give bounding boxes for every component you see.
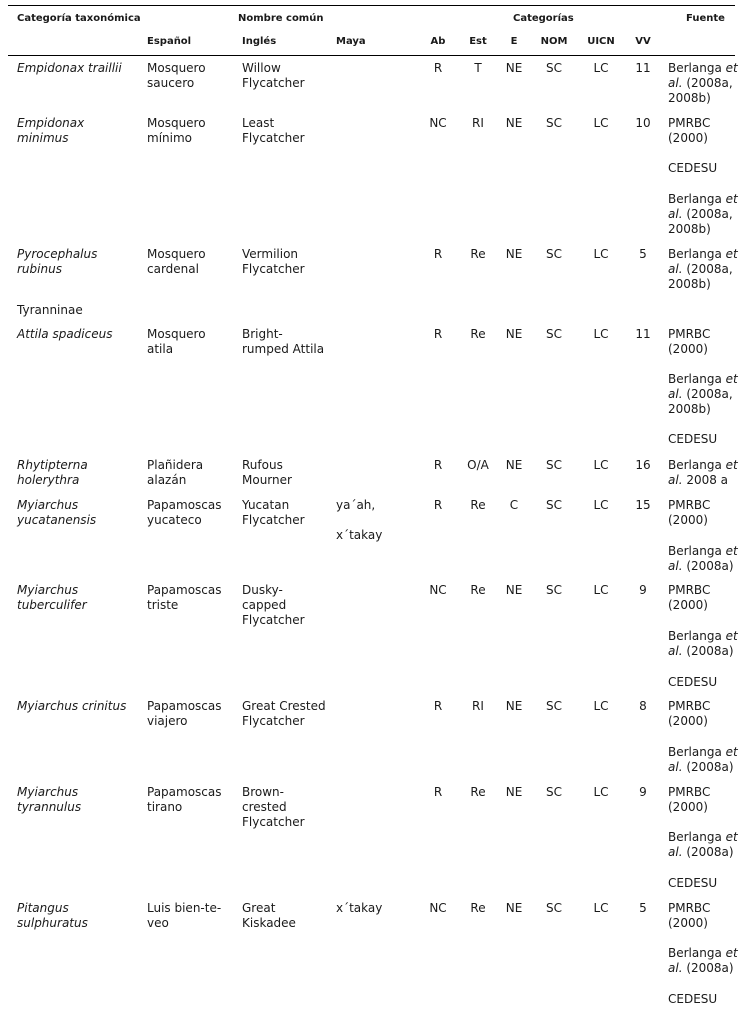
english-name: Rufous Mourner — [242, 458, 292, 487]
uicn-category: LC — [593, 247, 609, 261]
english-name: Least Flycatcher — [242, 116, 305, 145]
abundance: R — [433, 458, 443, 472]
source-reference: PMRBC (2000) — [668, 583, 711, 612]
scientific-name: Rhytipterna holerythra — [17, 458, 88, 487]
nom-category: SC — [546, 116, 562, 130]
header-taxon: Categoría taxonómica — [17, 13, 141, 24]
header-source: Fuente — [686, 13, 725, 24]
status: Re — [470, 785, 486, 799]
status: Re — [470, 901, 486, 915]
vv-count: 10 — [635, 116, 651, 130]
table-top-rule — [8, 5, 735, 6]
endemism: NE — [505, 785, 523, 799]
source-reference: Berlanga et al. (2008a) — [668, 544, 738, 573]
source-reference: Berlanga et al. 2008 a — [668, 458, 738, 487]
nom-category: SC — [546, 247, 562, 261]
source-reference: Berlanga et al. (2008a) — [668, 830, 738, 859]
nom-category: SC — [546, 458, 562, 472]
abundance: R — [433, 498, 443, 512]
nom-category: SC — [546, 583, 562, 597]
scientific-name: Pitangus sulphuratus — [17, 901, 88, 930]
source-reference: PMRBC (2000) — [668, 699, 711, 728]
spanish-name: Mosquero cardenal — [147, 247, 206, 276]
scientific-name: Myiarchus tuberculifer — [17, 583, 87, 612]
maya-name: x´takay — [336, 901, 383, 915]
vv-count: 5 — [639, 247, 647, 261]
uicn-category: LC — [593, 327, 609, 341]
uicn-category: LC — [593, 699, 609, 713]
english-name: Yucatan Flycatcher — [242, 498, 305, 527]
english-name: Great Kiskadee — [242, 901, 296, 930]
source-reference: PMRBC (2000) — [668, 116, 711, 145]
vv-count: 11 — [635, 327, 651, 341]
source-reference: CEDESU — [668, 432, 718, 446]
header-spanish: Español — [147, 36, 192, 47]
spanish-name: Papamoscas yucateco — [147, 498, 222, 527]
source-reference: PMRBC (2000) — [668, 498, 711, 527]
section-label: Tyranninae — [17, 303, 83, 317]
header-e: E — [510, 36, 518, 47]
spanish-name: Papamoscas triste — [147, 583, 222, 612]
endemism: NE — [505, 901, 523, 915]
scientific-name: Myiarchus yucatanensis — [17, 498, 97, 527]
scientific-name: Empidonax traillii — [17, 61, 122, 75]
uicn-category: LC — [593, 498, 609, 512]
uicn-category: LC — [593, 901, 609, 915]
nom-category: SC — [546, 901, 562, 915]
header-est: Est — [469, 36, 487, 47]
vv-count: 16 — [635, 458, 651, 472]
source-reference: CEDESU — [668, 876, 718, 890]
endemism: NE — [505, 458, 523, 472]
table-header-rule — [8, 55, 735, 56]
vv-count: 9 — [639, 583, 647, 597]
header-english: Inglés — [242, 36, 277, 47]
source-reference: Berlanga et al. (2008a, 2008b) — [668, 192, 738, 236]
header-vv: VV — [635, 36, 651, 47]
vv-count: 8 — [639, 699, 647, 713]
spanish-name: Mosquero saucero — [147, 61, 206, 90]
english-name: Great Crested Flycatcher — [242, 699, 326, 728]
english-name: Bright-rumped Attila — [242, 327, 325, 356]
source-reference: CEDESU — [668, 992, 718, 1006]
spanish-name: Luis bien-te-veo — [147, 901, 222, 930]
header-categories: Categorías — [513, 13, 574, 24]
scientific-name: Myiarchus tyrannulus — [17, 785, 82, 814]
endemism: C — [509, 498, 519, 512]
uicn-category: LC — [593, 785, 609, 799]
status: RI — [472, 699, 484, 713]
nom-category: SC — [546, 61, 562, 75]
status: O/A — [467, 458, 489, 472]
scientific-name: Myiarchus crinitus — [17, 699, 127, 713]
english-name: Willow Flycatcher — [242, 61, 305, 90]
uicn-category: LC — [593, 61, 609, 75]
nom-category: SC — [546, 785, 562, 799]
abundance: R — [433, 327, 443, 341]
nom-category: SC — [546, 699, 562, 713]
spanish-name: Mosquero atila — [147, 327, 206, 356]
abundance: R — [433, 61, 443, 75]
maya-name: x´takay — [336, 528, 383, 542]
spanish-name: Papamoscas viajero — [147, 699, 222, 728]
english-name: Vermilion Flycatcher — [242, 247, 305, 276]
endemism: NE — [505, 247, 523, 261]
abundance: NC — [429, 583, 447, 597]
endemism: NE — [505, 116, 523, 130]
vv-count: 5 — [639, 901, 647, 915]
source-reference: CEDESU — [668, 675, 718, 689]
source-reference: Berlanga et al. (2008a, 2008b) — [668, 61, 738, 105]
uicn-category: LC — [593, 116, 609, 130]
nom-category: SC — [546, 498, 562, 512]
endemism: NE — [505, 699, 523, 713]
status: Re — [470, 327, 486, 341]
source-reference: Berlanga et al. (2008a) — [668, 745, 738, 774]
status: Re — [470, 583, 486, 597]
header-ab: Ab — [430, 36, 446, 47]
status: RI — [472, 116, 484, 130]
abundance: R — [433, 785, 443, 799]
uicn-category: LC — [593, 583, 609, 597]
scientific-name: Attila spadiceus — [17, 327, 113, 341]
source-reference: PMRBC (2000) — [668, 327, 711, 356]
spanish-name: Papamoscas tirano — [147, 785, 222, 814]
header-common-name: Nombre común — [238, 13, 324, 24]
source-reference: Berlanga et al. (2008a, 2008b) — [668, 372, 738, 416]
abundance: R — [433, 247, 443, 261]
vv-count: 9 — [639, 785, 647, 799]
abundance: NC — [429, 901, 447, 915]
source-reference: PMRBC (2000) — [668, 785, 711, 814]
endemism: NE — [505, 61, 523, 75]
vv-count: 15 — [635, 498, 651, 512]
status: Re — [470, 498, 486, 512]
uicn-category: LC — [593, 458, 609, 472]
vv-count: 11 — [635, 61, 651, 75]
header-maya: Maya — [336, 36, 366, 47]
source-reference: Berlanga et al. (2008a, 2008b) — [668, 247, 738, 291]
endemism: NE — [505, 583, 523, 597]
maya-name: ya´ah, — [336, 498, 376, 512]
scientific-name: Pyrocephalus rubinus — [17, 247, 98, 276]
abundance: NC — [429, 116, 447, 130]
source-reference: PMRBC (2000) — [668, 901, 711, 930]
source-reference: Berlanga et al. (2008a) — [668, 629, 738, 658]
english-name: Dusky-capped Flycatcher — [242, 583, 305, 627]
english-name: Brown-crested Flycatcher — [242, 785, 305, 829]
status: T — [474, 61, 482, 75]
spanish-name: Plañidera alazán — [147, 458, 204, 487]
status: Re — [470, 247, 486, 261]
spanish-name: Mosquero mínimo — [147, 116, 206, 145]
nom-category: SC — [546, 327, 562, 341]
source-reference: CEDESU — [668, 161, 718, 175]
abundance: R — [433, 699, 443, 713]
source-reference: Berlanga et al. (2008a) — [668, 946, 738, 975]
header-nom: NOM — [540, 36, 568, 47]
header-uicn: UICN — [587, 36, 615, 47]
endemism: NE — [505, 327, 523, 341]
scientific-name: Empidonax minimus — [17, 116, 85, 145]
